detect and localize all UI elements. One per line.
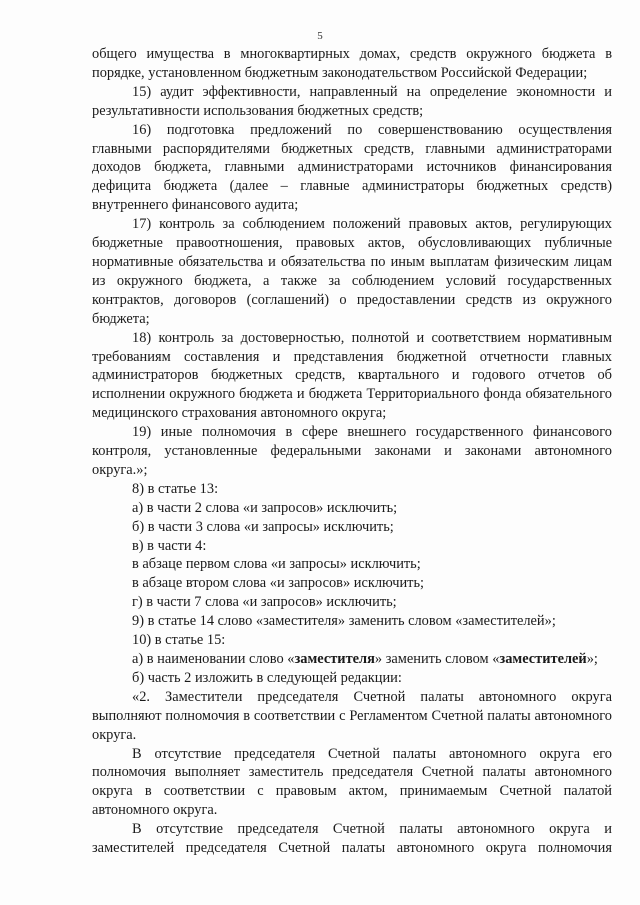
paragraph-item-15: 15) аудит эффективности, направленный на определение экономности и результативности использования бюджетных средств; [92,83,612,119]
paragraph-article-13-part-7: г) в части 7 слова «и запросов» исключить; [132,594,397,611]
paragraph-absence-of-chairman-and-deputies: В отсутствие председателя Счетной палаты автономного округа и заместителей председателя Счетной палаты автономного округа полномочия [92,821,612,857]
title-change-before: а) в наименовании слово « [132,651,295,667]
paragraph-item-18: 18) контроль за достоверностью, полнотой и соответствием нормативным требованиям составления и представления бюджетной отчетности главных администраторов бюджетных средств, квартального и годового отчетов об исполнении окружного бюджета и бюджета Территориального фонда обязательного медицинского страхования автономного округа; [92,329,612,422]
title-change-after: »; [586,651,598,667]
document-body [92,45,612,858]
paragraph-article-13-part-4: в) в части 4: [132,537,207,554]
paragraph-article-13-part-2: а) в части 2 слова «и запросов» исключить; [132,499,398,516]
paragraph-article-13: 8) в статье 13: [132,480,219,497]
title-change-middle: » заменить словом « [374,651,500,667]
paragraph-absence-of-chairman: В отсутствие председателя Счетной палаты автономного округа его полномочия выполняет заместитель председателя Счетной палаты автономного округа в соответствии с правовым актом, принимаемым Счетной палатой автономного округа. [92,745,612,819]
paragraph-part-4-first-abzac: в абзаце первом слова «и запросы» исключить; [132,556,421,573]
paragraph-item-17: 17) контроль за соблюдением положений правовых актов, регулирующих бюджетные правоотношения, правовых актов, обусловливающих публичные нормативные обязательства и обязательства по иным выплатам физическим лицам из окружного бюджета, а также за соблюдением условий государственных контрактов, договоров (соглашений) о предоставлении средств из окружного бюджета; [92,216,612,327]
paragraph-article-14: 9) в статье 14 слово «заместителя» заменить словом «заместителей»; [132,613,556,630]
title-change-word-new: заместителей [499,651,587,667]
paragraph-article-15: 10) в статье 15: [132,632,226,649]
page-number: 5 [317,30,323,42]
paragraph-article-13-part-3: б) в части 3 слова «и запросы» исключить; [132,518,394,535]
paragraph-article-15-part-2: б) часть 2 изложить в следующей редакции: [132,669,402,686]
paragraph-part-4-second-abzac: в абзаце втором слова «и запросов» исключить; [132,575,425,592]
title-change-word-old: заместителя [294,651,375,667]
paragraph-article-15-title-change [92,650,612,669]
paragraph-item-19: 19) иные полномочия в сфере внешнего государственного финансового контроля, установленные федеральными законами и законами автономного округа.»; [92,424,612,478]
paragraph-continuation: общего имущества в многоквартирных домах, средств окружного бюджета в порядке, установленном бюджетным законодательством Российской Федерации; [92,46,612,81]
paragraph-new-part-2: «2. Заместители председателя Счетной палаты автономного округа выполняют полномочия в соответствии с Регламентом Счетной палаты автономного округа. [92,688,612,743]
paragraph-item-16: 16) подготовка предложений по совершенствованию осуществления главными распорядителями бюджетных средств, главными администраторами доходов бюджета, главными администраторами источников финансирования дефицита бюджета (далее – главные администраторы бюджетных средств) внутреннего финансового аудита; [92,121,612,214]
